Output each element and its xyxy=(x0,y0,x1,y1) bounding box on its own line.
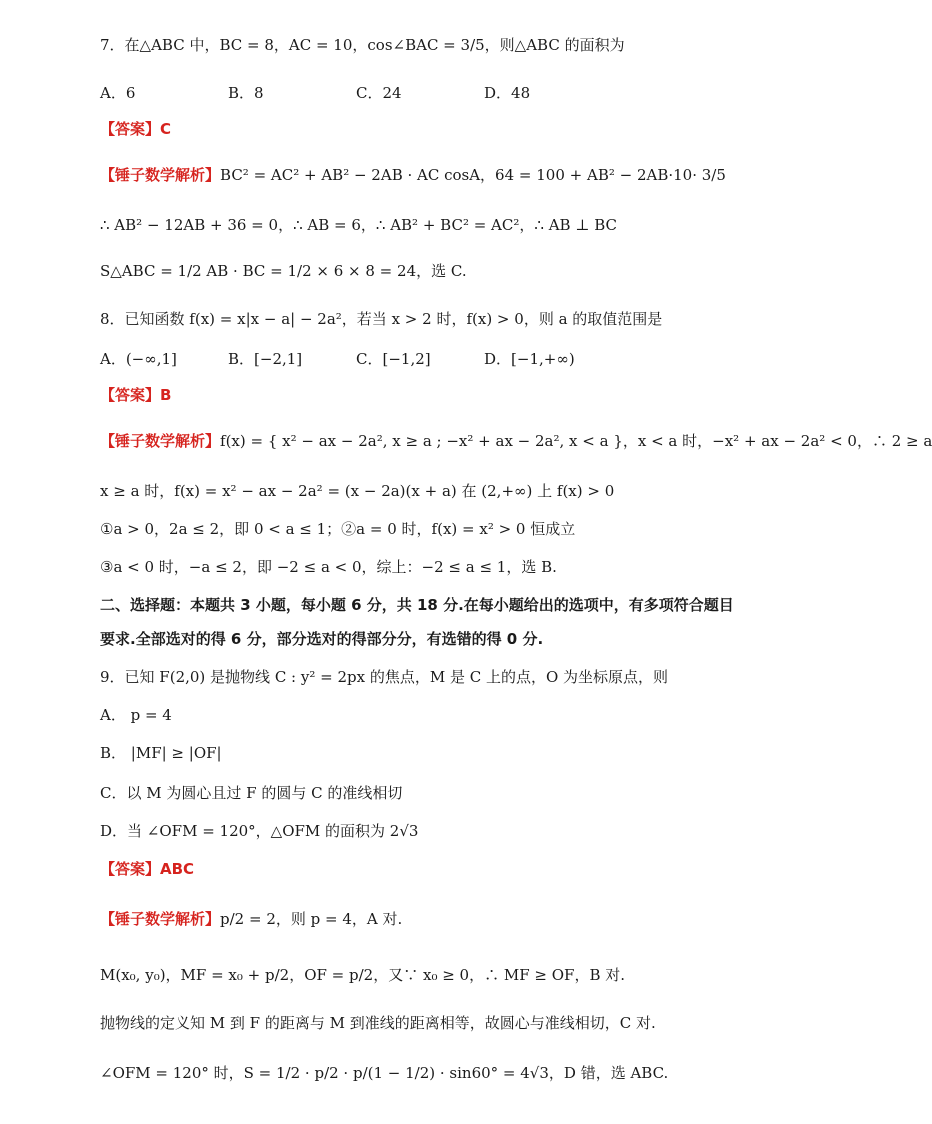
q8-analysis-label: 【锤子数学解析】 xyxy=(100,432,221,450)
q8-analysis-text-1: f(x) = { x² − ax − 2a², x ≥ a ; −x² + ax − 2a², x < a }，x < a 时，−x² + ax − 2a² < 0，∴ 2 ≥ a xyxy=(220,432,932,450)
q7-option-d: D．48 xyxy=(484,84,531,102)
q7-analysis-2: ∴ AB² − 12AB + 36 = 0，∴ AB = 6，∴ AB² + BC² = AC²，∴ AB ⊥ BC xyxy=(100,216,617,234)
q9-option-c: C．以 M 为圆心且过 F 的圆与 C 的准线相切 xyxy=(100,784,403,802)
q9-analysis-2: M(x₀, y₀)，MF = x₀ + p/2，OF = p/2，又∵ x₀ ≥ 0，∴ MF ≥ OF，B 对. xyxy=(100,966,626,984)
q8-analysis-1 xyxy=(100,430,932,452)
q8-option-d: D．[−1,+∞) xyxy=(484,350,575,368)
q9-analysis-3: 抛物线的定义知 M 到 F 的距离与 M 到准线的距离相等，故圆心与准线相切，C 对. xyxy=(100,1014,656,1032)
q9-stem: 9．已知 F(2,0) 是抛物线 C : y² = 2px 的焦点，M 是 C 上的点，O 为坐标原点，则 xyxy=(100,668,669,686)
q9-answer-label: 【答案】 xyxy=(100,860,161,878)
q7-answer-value: C xyxy=(160,120,172,138)
q7-option-c: C．24 xyxy=(356,84,402,102)
q7-option-a: A．6 xyxy=(100,84,136,102)
q7-analysis-3: S△ABC = 1/2 AB · BC = 1/2 × 6 × 8 = 24，选 C. xyxy=(100,262,467,280)
q8-options xyxy=(100,348,774,370)
section2-line-1: 二、选择题：本题共 3 小题，每小题 6 分，共 18 分.在每小题给出的选项中，有多项符合题目 xyxy=(100,596,734,614)
q8-answer-label: 【答案】 xyxy=(100,386,161,404)
q7-answer-label: 【答案】 xyxy=(100,120,161,138)
q8-option-a: A．(−∞,1] xyxy=(100,350,177,368)
q8-stem: 8．已知函数 f(x) = x|x − a| − 2a²，若当 x > 2 时，f(x) > 0，则 a 的取值范围是 xyxy=(100,310,663,328)
q9-analysis-label: 【锤子数学解析】 xyxy=(100,910,221,928)
q8-analysis-3: ①a > 0，2a ≤ 2，即 0 < a ≤ 1；②a = 0 时，f(x) = x² > 0 恒成立 xyxy=(100,520,576,538)
q7-option-b: B．8 xyxy=(228,84,264,102)
q9-option-a: A． p = 4 xyxy=(100,706,172,724)
q9-option-b: B． |MF| ≥ |OF| xyxy=(100,744,222,762)
q9-analysis-text-1: p/2 = 2，则 p = 4，A 对. xyxy=(220,910,403,928)
q9-answer-value: ABC xyxy=(160,860,195,878)
q8-analysis-2: x ≥ a 时，f(x) = x² − ax − 2a² = (x − 2a)(x + a) 在 (2,+∞) 上 f(x) > 0 xyxy=(100,482,615,500)
q8-answer-value: B xyxy=(160,386,172,404)
q8-answer xyxy=(100,384,774,406)
q9-analysis-4: ∠OFM = 120° 时，S = 1/2 · p/2 · p/(1 − 1/2) · sin60° = 4√3，D 错，选 ABC. xyxy=(100,1064,669,1082)
q7-analysis-1 xyxy=(100,164,774,186)
section2-line-2: 要求.全部选对的得 6 分，部分选对的得部分分，有选错的得 0 分. xyxy=(100,630,544,648)
q7-stem: 7．在△ABC 中，BC = 8，AC = 10，cos∠BAC = 3/5，则△ABC 的面积为 xyxy=(100,36,625,54)
q7-analysis-label: 【锤子数学解析】 xyxy=(100,166,221,184)
q8-analysis-4: ③a < 0 时，−a ≤ 2，即 −2 ≤ a < 0，综上：−2 ≤ a ≤ 1，选 B. xyxy=(100,558,557,576)
q9-answer xyxy=(100,858,774,880)
q8-option-c: C．[−1,2] xyxy=(356,350,431,368)
q7-answer xyxy=(100,118,774,140)
q9-analysis-1 xyxy=(100,908,774,930)
q7-options xyxy=(100,82,774,104)
q9-option-d: D．当 ∠OFM = 120°，△OFM 的面积为 2√3 xyxy=(100,822,419,840)
q8-option-b: B．[−2,1] xyxy=(228,350,303,368)
q7-analysis-text-1: BC² = AC² + AB² − 2AB · AC cosA，64 = 100 + AB² − 2AB·10· 3/5 xyxy=(220,166,726,184)
